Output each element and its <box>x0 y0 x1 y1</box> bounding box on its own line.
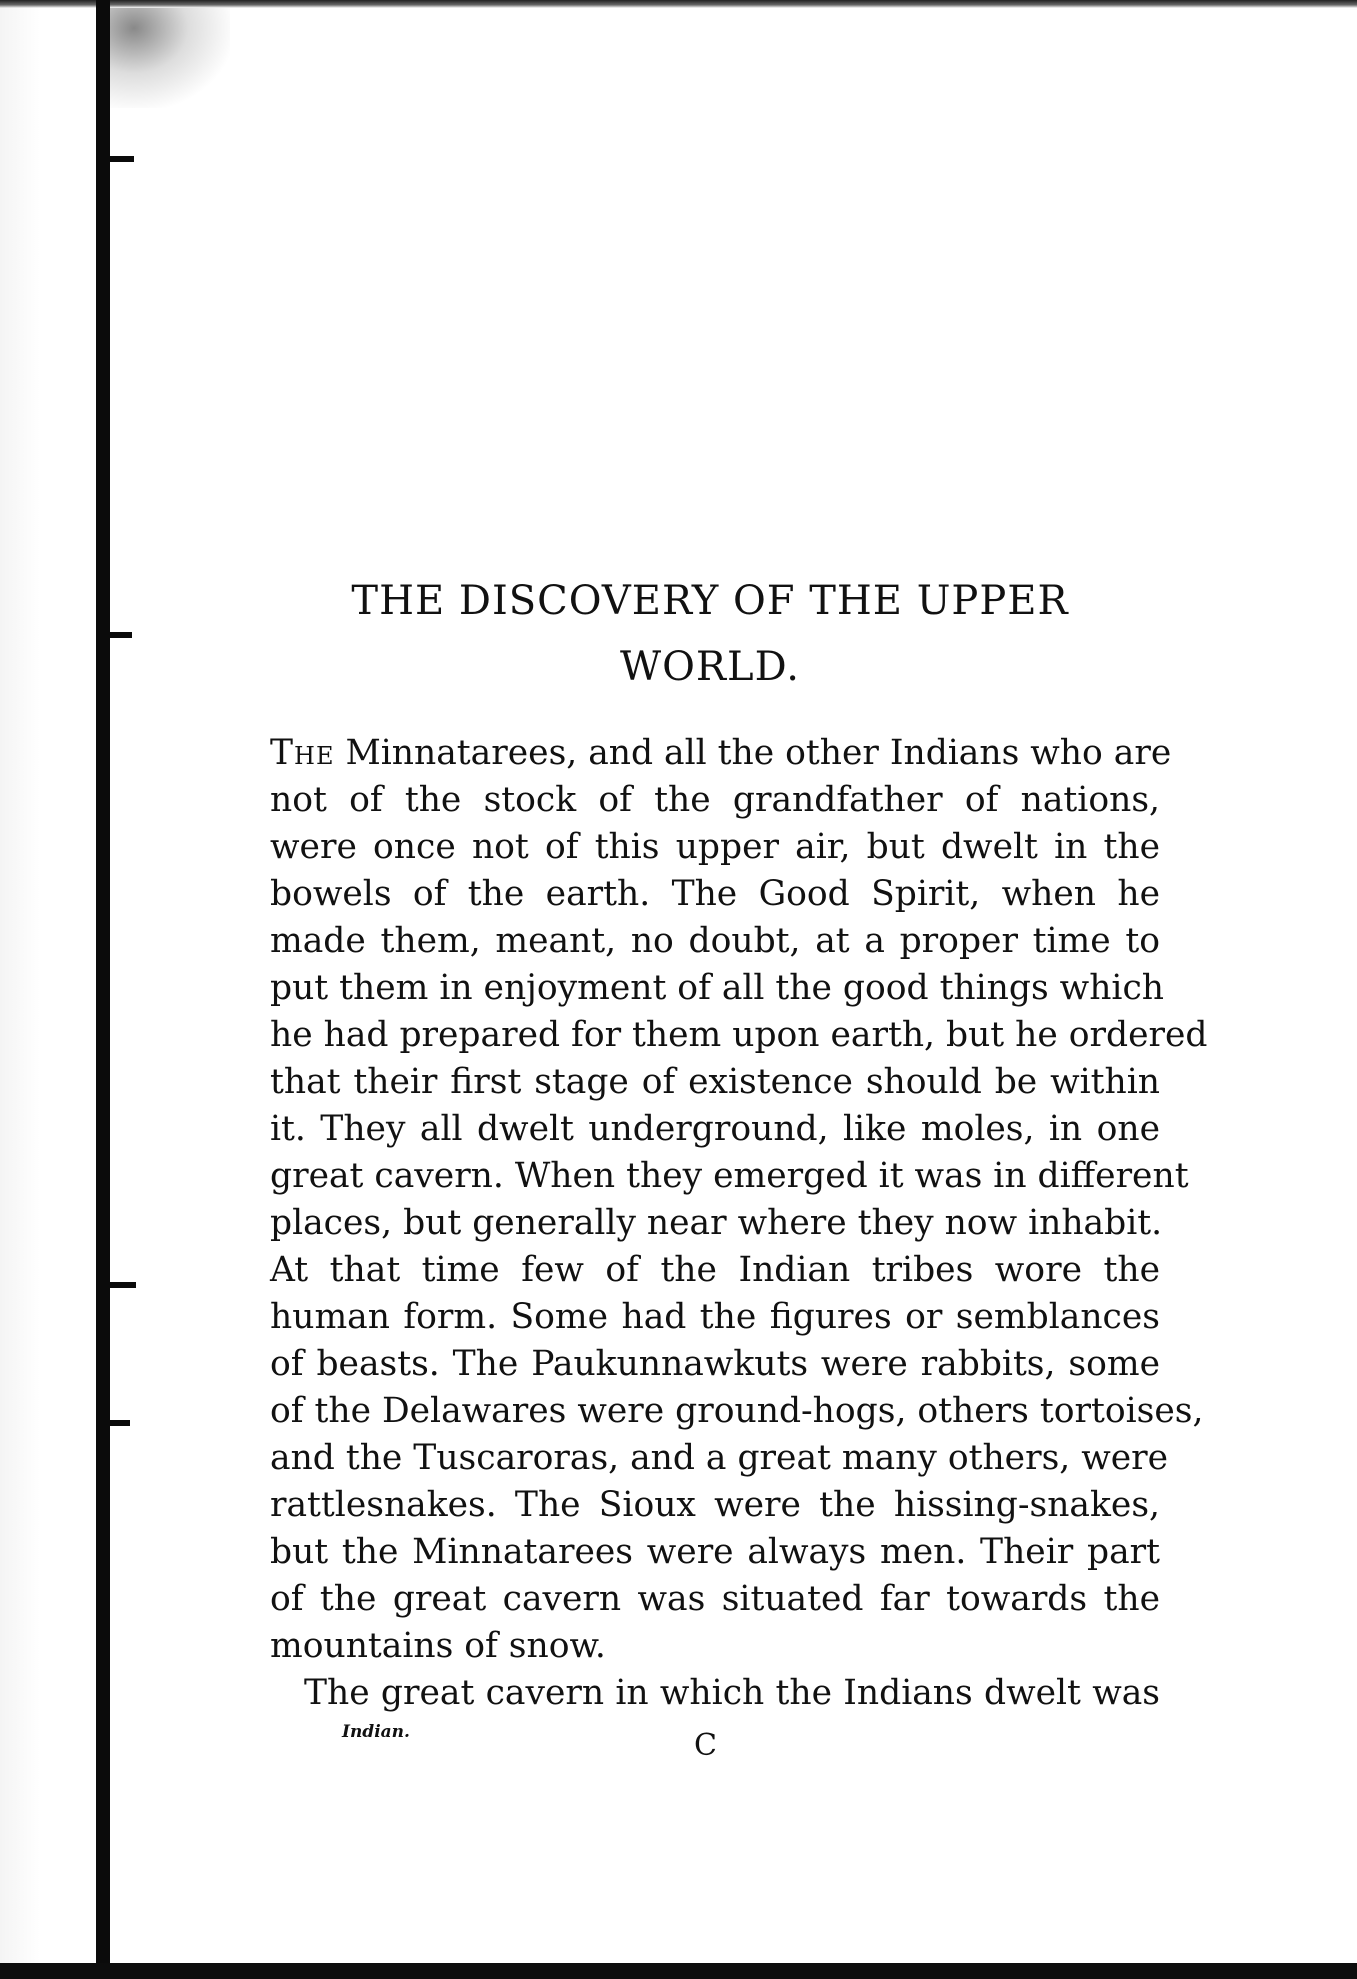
text-line: he had prepared for them upon earth, but he ordered <box>270 1015 1208 1055</box>
text-line <box>270 730 1172 777</box>
page-top-edge <box>0 0 1357 8</box>
text-line: of beasts. The Paukunnawkuts were rabbits, some <box>270 1344 1160 1384</box>
text-line: not of the stock of the grandfather of nations, <box>270 780 1160 820</box>
chapter-title-line: WORLD. <box>620 644 800 690</box>
text-line-rest: Minnatarees, and all the other Indians who are <box>345 733 1172 773</box>
text-line: rattlesnakes. The Sioux were the hissing-snakes, <box>270 1485 1160 1525</box>
page-bottom-edge <box>0 1963 1357 1979</box>
text-line: made them, meant, no doubt, at a proper time to <box>270 921 1160 961</box>
spine-notch <box>110 632 132 638</box>
text-line: bowels of the earth. The Good Spirit, when he <box>270 874 1160 914</box>
text-line: of the great cavern was situated far towards the <box>270 1579 1160 1619</box>
text-line: put them in enjoyment of all the good things which <box>270 968 1164 1008</box>
book-spine-edge <box>96 0 110 1979</box>
spine-notch <box>110 1282 136 1288</box>
text-line: it. They all dwelt underground, like moles, in one <box>270 1109 1160 1149</box>
text-line: At that time few of the Indian tribes wore the <box>270 1250 1160 1290</box>
scan-smudge <box>110 8 230 108</box>
text-line: of the Delawares were ground-hogs, others tortoises, <box>270 1391 1204 1431</box>
spine-notch <box>110 1420 130 1426</box>
chapter-title <box>300 568 1120 700</box>
text-line: human form. Some had the figures or semblances <box>270 1297 1160 1337</box>
text-line: mountains of snow. <box>270 1626 606 1666</box>
chapter-body <box>270 730 1208 1717</box>
page-gutter-shadow <box>0 0 40 1979</box>
signature-letter: C <box>694 1728 717 1763</box>
text-line: were once not of this upper air, but dwelt in the <box>270 827 1160 867</box>
drop-word: The <box>270 733 335 773</box>
signature-mark: Indian. <box>342 1722 410 1742</box>
text-line: places, but generally near where they now inhabit. <box>270 1203 1163 1243</box>
text-line: that their first stage of existence should be within <box>270 1062 1160 1102</box>
text-line: The great cavern in which the Indians dwelt was <box>304 1673 1160 1713</box>
text-line: but the Minnatarees were always men. Their part <box>270 1532 1160 1572</box>
text-line: and the Tuscaroras, and a great many others, were <box>270 1438 1169 1478</box>
text-line: great cavern. When they emerged it was in different <box>270 1156 1189 1196</box>
spine-notch <box>110 156 134 162</box>
chapter-title-line: THE DISCOVERY OF THE UPPER <box>351 578 1069 624</box>
